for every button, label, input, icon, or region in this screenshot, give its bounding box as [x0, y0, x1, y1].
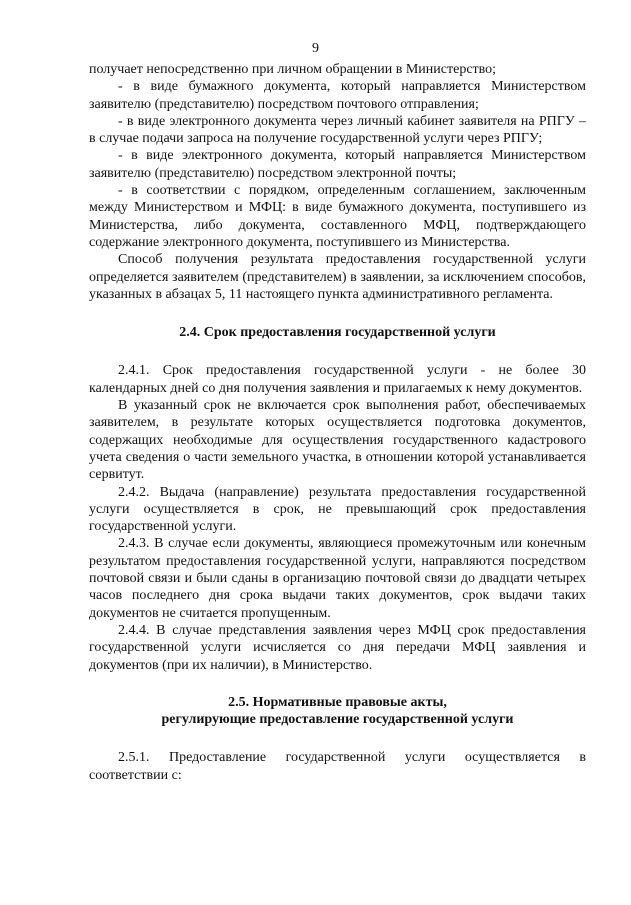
paragraph: 2.4.4. В случае представления заявления через МФЦ срок предоставления государственной услуги исчисляется со дня передачи МФЦ заявления и документов (при их наличии), в Министерство.	[89, 622, 586, 673]
page-number: 9	[312, 41, 319, 56]
paragraph: - в соответствии с порядком, определенным соглашением, заключенным между Министерством и МФЦ: в виде бумажного документа, поступившего из Министерства, либо документа, составленного МФЦ, подтверждающего содержание электронного документа, поступившего из Министерства.	[89, 183, 586, 250]
paragraph: 2.4.3. В случае если документы, являющиеся промежуточным или конечным результатом предоставления государственной услуги, направляются посредством почтовой связи и были сданы в организацию почтовой связи до двадцати четырех часов последнего дня срока выдачи таких документов, срок выдачи таких документов не считается пропущенным.	[89, 536, 586, 621]
paragraph: 2.4.2. Выдача (направление) результата предоставления государственной услуги осуществляется в срок, не превышающий срок предоставления государственной услуги.	[89, 484, 586, 535]
section-heading-line: регулирующие предоставление государственной услуги	[161, 712, 514, 728]
paragraph: 2.5.1. Предоставление государственной услуги осуществляется в соответствии с:	[89, 750, 586, 783]
paragraph: Способ получения результата предоставления государственной услуги определяется заявителем (представителем) в заявлении, за исключением способов, указанных в абзацах 5, 11 настоящего пункта административного регламента.	[89, 252, 586, 302]
paragraph: - в виде электронного документа через личный кабинет заявителя на РПГУ – в случае подачи запроса на получение государственной услуги через РПГУ;	[89, 113, 586, 147]
paragraph: - в виде электронного документа, который направляется Министерством заявителю (представителю) посредством электронной почты;	[89, 148, 586, 181]
paragraph: В указанный срок не включается срок выполнения работ, обеспечиваемых заявителем, в результате которых осуществляется подготовка документов, содержащих необходимые для осуществления государственного кадастрового учета сведения о части земельного участка, в отношении которой устанавливается сервитут.	[89, 398, 586, 483]
section-heading-line: 2.5. Нормативные правовые акты,	[228, 694, 447, 710]
document-body	[89, 61, 586, 784]
paragraph: - в виде бумажного документа, который направляется Министерством заявителю (представителю) посредством почтового отправления;	[89, 79, 586, 112]
section-heading-2-4: 2.4. Срок предоставления государственной услуги	[179, 325, 496, 341]
paragraph: 2.4.1. Срок предоставления государственной услуги - не более 30 календарных дней со дня получения заявления и прилагаемых к нему документов.	[89, 363, 586, 396]
paragraph: получает непосредственно при личном обращении в Министерство;	[89, 62, 497, 77]
section-heading-2-5	[89, 694, 586, 729]
